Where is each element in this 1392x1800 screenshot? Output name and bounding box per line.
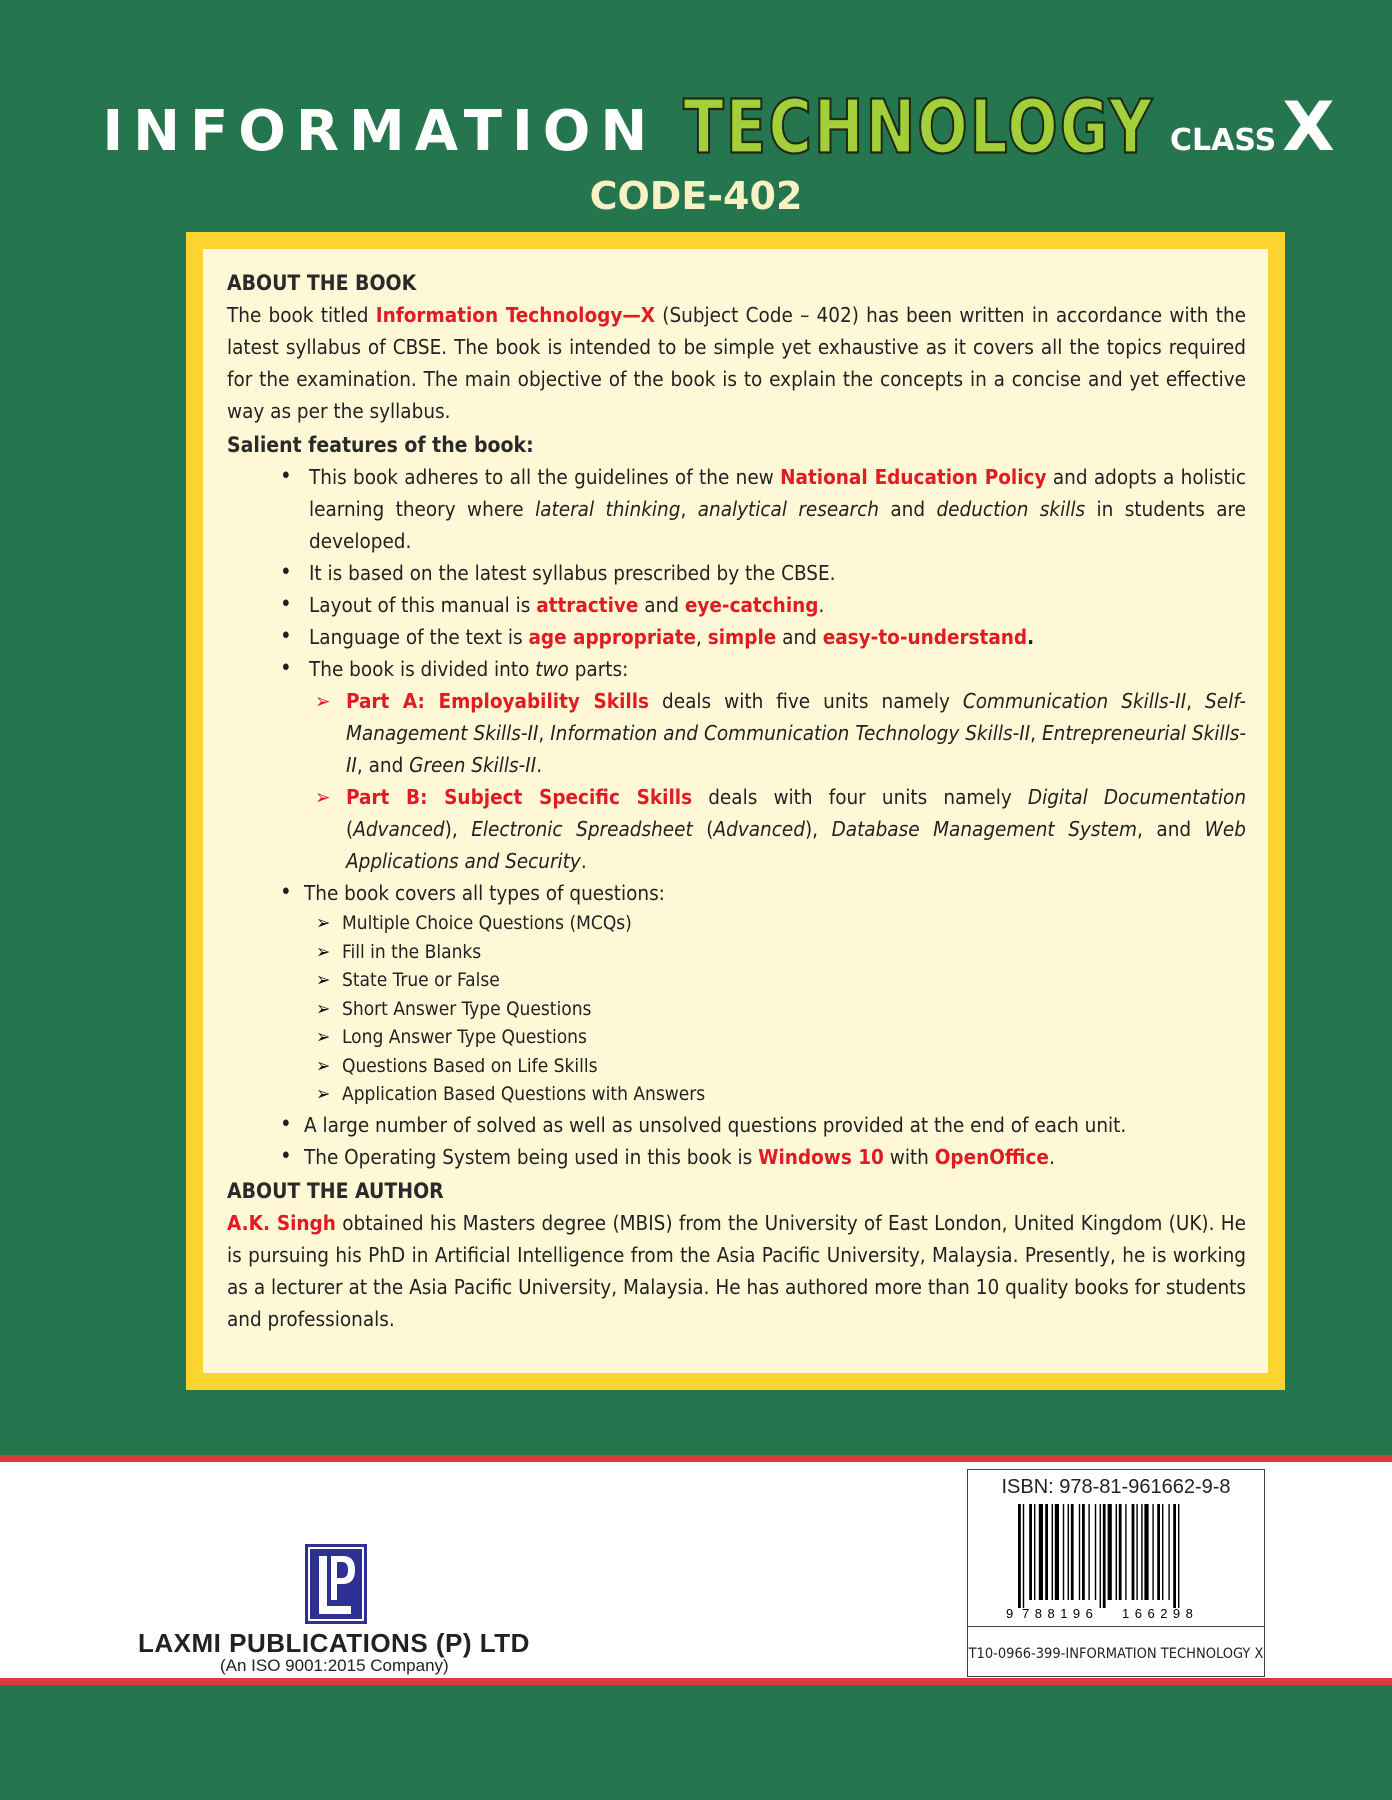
isbn-divider	[968, 1626, 1264, 1627]
text-run: Layout of this manual is	[309, 593, 537, 617]
about-book-heading: ABOUT THE BOOK	[227, 271, 417, 295]
italic-run: deduction skills	[936, 497, 1086, 521]
highlight: OpenOffice	[934, 1144, 1049, 1169]
isbn-label: ISBN: 978-81-961662-9-8	[1001, 1476, 1231, 1498]
class-value: X	[1282, 88, 1335, 167]
about-author-heading: ABOUT THE AUTHOR	[227, 1178, 444, 1203]
part-a-item	[315, 685, 1246, 781]
barcode-bar	[1082, 1504, 1085, 1600]
highlight: age appropriate	[528, 625, 697, 649]
highlight: simple	[707, 625, 777, 649]
barcode-bar	[1162, 1504, 1163, 1600]
text-run: ,	[680, 497, 698, 521]
barcode	[1004, 1504, 1230, 1622]
italic-run: Entrepreneurial Skills-II	[346, 721, 1246, 777]
text-run: deals with five units namely	[649, 689, 963, 713]
highlight: attractive	[536, 593, 639, 617]
class-label: CLASS	[1170, 123, 1277, 158]
text-run: This book adheres to all the guidelines of the new	[309, 465, 781, 489]
barcode-bar	[1023, 1504, 1024, 1608]
barcode-bar	[1136, 1504, 1137, 1600]
highlight: Windows 10	[758, 1144, 884, 1169]
italic-run: Information and Communication Technology Skills-II	[550, 721, 1031, 745]
italic-run: lateral thinking	[535, 497, 681, 521]
barcode-bar	[1132, 1504, 1135, 1600]
isbn-box	[967, 1469, 1265, 1677]
italic-run: Green Skills-II	[409, 753, 537, 777]
barcode-bar	[1144, 1504, 1148, 1600]
barcode-bar	[1039, 1504, 1043, 1600]
question-type-item: ➢ Application Based Questions with Answers	[316, 1080, 1246, 1109]
italic-run: Self-Management Skills-II	[346, 689, 1247, 745]
text-run: .	[536, 753, 543, 777]
text-run: ),	[444, 817, 472, 841]
text-run: parts:	[568, 657, 629, 681]
question-type-item: ➢ Short Answer Type Questions	[316, 995, 1246, 1024]
text-run: The book covers all types of questions:	[304, 881, 665, 905]
text-run: (	[692, 817, 714, 841]
text-run: in students are developed.	[309, 497, 1246, 553]
highlight: Part B: Subject Specific Skills	[346, 785, 693, 809]
italic-run: Web Applications and Security	[346, 817, 1246, 873]
text-run: , and	[1136, 817, 1205, 841]
barcode-bar	[1119, 1504, 1122, 1600]
question-type-item: ➢ Long Answer Type Questions	[316, 1023, 1246, 1052]
feature-item	[280, 653, 1246, 877]
barcode-bar	[1168, 1504, 1169, 1600]
title-word-technology: TECHNOLOGY	[683, 84, 1154, 171]
text-run: ,	[1186, 689, 1206, 713]
publisher-name: LAXMI PUBLICATIONS (P) LTD	[138, 1628, 530, 1658]
title-row	[0, 84, 1392, 171]
catalog-code: T10-0966-399-INFORMATION TECHNOLOGY X	[968, 1646, 1264, 1662]
text-run: ,	[538, 721, 551, 745]
barcode-bar	[1100, 1504, 1101, 1608]
text-run: obtained his Masters degree (MBIS) from the University of East London, United Kingdom (UK). He is pursuing his PhD in Artificial Intelligence from the Asia Pacific University, Malaysia. Presently, he is working as a lecturer at the Asia Pacific University, Malaysia. He has authored more than 10 quality books for students and professionals.	[227, 1210, 1246, 1331]
barcode-bar	[1034, 1504, 1035, 1600]
text-run: deals with four units namely	[692, 785, 1028, 809]
barcode-bar	[1103, 1504, 1106, 1608]
text-run: and	[638, 593, 685, 617]
text-run: .	[580, 849, 587, 873]
italic-run: Electronic Spreadsheet	[471, 817, 693, 841]
barcode-bar	[1068, 1504, 1069, 1600]
italic-run: analytical research	[697, 497, 879, 521]
barcode-bar	[1052, 1504, 1053, 1600]
features-heading: Salient features of the book:	[227, 433, 534, 457]
highlight: eye-catching	[684, 593, 819, 617]
barcode-bar	[1178, 1504, 1179, 1608]
question-type-item: ➢ State True or False	[316, 966, 1246, 995]
barcode-bar	[1173, 1504, 1176, 1608]
highlight: easy-to-understand	[822, 625, 1028, 649]
about-author-paragraph	[227, 1207, 1246, 1335]
italic-run: Communication Skills-II	[962, 689, 1187, 713]
text-run: .	[1048, 1144, 1055, 1169]
feature-item	[280, 1141, 1246, 1173]
publisher-logo	[305, 1544, 367, 1624]
italic-run: Advanced	[713, 817, 805, 841]
text-run: ,	[1030, 721, 1042, 745]
feature-item: • It is based on the latest syllabus prescribed by the CBSE.	[280, 557, 1246, 589]
title-word-information: INFORMATION	[102, 99, 658, 164]
features-list	[227, 461, 1246, 1173]
feature-item	[280, 589, 1246, 621]
barcode-bar	[1125, 1504, 1126, 1600]
feature-item	[280, 461, 1246, 557]
barcode-digits-right: 166298	[1122, 1606, 1199, 1621]
text-run: and	[776, 625, 823, 649]
text-run: The Operating System being used in this book is	[304, 1144, 759, 1169]
author-name: A.K. Singh	[227, 1210, 336, 1235]
text-run: , and	[356, 753, 410, 777]
barcode-bar	[1063, 1504, 1064, 1600]
text-run: Language of the text is	[309, 625, 529, 649]
barcode-bar	[1071, 1504, 1074, 1600]
barcode-bar	[1095, 1504, 1096, 1600]
barcode-bar	[1157, 1504, 1160, 1600]
subject-code: CODE-402	[589, 174, 803, 218]
barcode-bar	[1141, 1504, 1142, 1600]
barcode-bar	[1116, 1504, 1117, 1600]
barcode-bar	[1079, 1504, 1080, 1600]
barcode-bar	[1055, 1504, 1059, 1600]
text-run: and	[878, 497, 937, 521]
text-run: (	[346, 817, 354, 841]
publisher-iso: (An ISO 9001:2015 Company)	[220, 1656, 449, 1675]
about-book-paragraph	[227, 299, 1246, 427]
feature-item: • A large number of solved as well as unsolved questions provided at the end of each unit.	[280, 1109, 1246, 1141]
book-title: Information Technology—X	[375, 303, 656, 327]
part-b-item	[315, 781, 1246, 877]
barcode-digits-left: 788196	[1022, 1606, 1099, 1621]
text-run: The book is divided into	[309, 657, 536, 681]
question-types-list	[304, 909, 1246, 1109]
question-type-item: ➢ Multiple Choice Questions (MCQs)	[316, 909, 1246, 938]
italic-run: Advanced	[353, 817, 445, 841]
content-frame	[186, 232, 1285, 1390]
text-run: with	[883, 1144, 935, 1169]
feature-item	[280, 621, 1246, 653]
text-run: ,	[696, 625, 708, 649]
italic-run: two	[535, 657, 569, 681]
text-run: .	[818, 593, 825, 617]
text-run: ),	[804, 817, 832, 841]
barcode-bar	[1018, 1504, 1021, 1608]
barcode-bar	[1029, 1504, 1032, 1600]
question-type-item: ➢ Fill in the Blanks	[316, 938, 1246, 967]
parts-list	[280, 685, 1246, 877]
text-run: The book titled	[227, 303, 376, 327]
barcode-digit-lead: 9	[1006, 1606, 1014, 1621]
question-type-item: ➢ Questions Based on Life Skills	[316, 1052, 1246, 1081]
highlight: National Education Policy	[780, 465, 1047, 489]
barcode-bar	[1088, 1504, 1089, 1600]
highlight: Part A: Employability Skills	[346, 689, 650, 713]
text-run: (Subject Code – 402) has been written in accordance with the latest syllabus of CBSE. The book is intended to be simple yet exhaustive as it covers all the topics required for the examination. The main objective of the book is to explain the concepts in a concise and yet effective way as per the syllabus.	[227, 303, 1246, 423]
barcode-bar	[1045, 1504, 1048, 1600]
barcode-bar	[1152, 1504, 1153, 1600]
text-run: and adopts a holistic learning theory where	[309, 465, 1247, 521]
text-run: .	[1027, 625, 1035, 649]
italic-run: Database Management System	[831, 817, 1137, 841]
italic-run: Digital Documentation	[1027, 785, 1247, 809]
content-panel	[203, 249, 1268, 1373]
barcode-bar	[1108, 1504, 1112, 1600]
feature-item	[280, 877, 1246, 1109]
